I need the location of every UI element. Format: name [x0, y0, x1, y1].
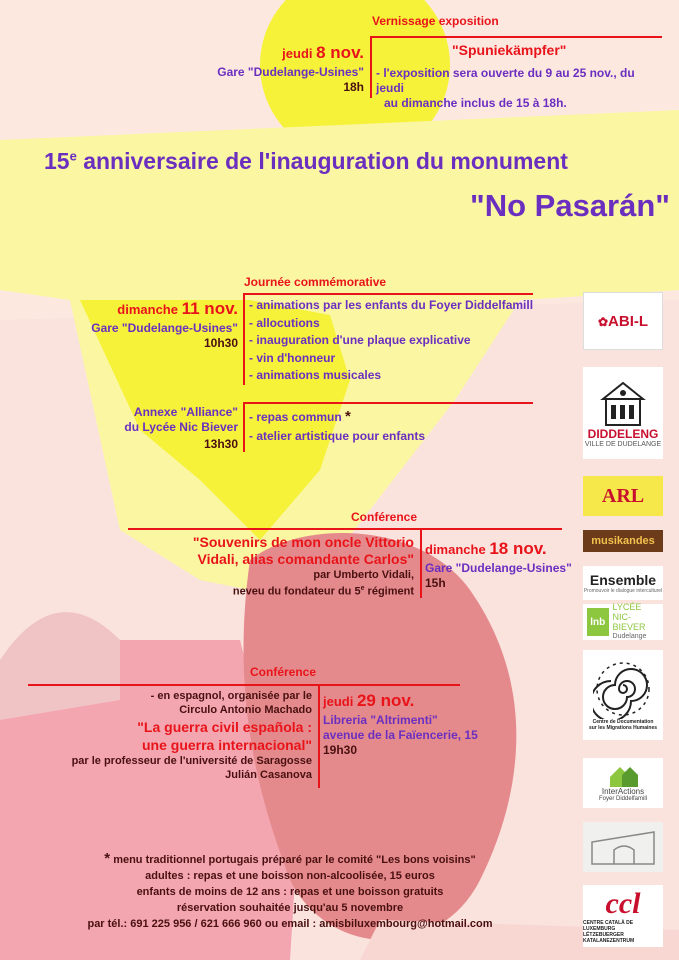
- annexe-items: - repas commun * - atelier artistique pour enfants: [249, 408, 426, 443]
- journee-heading: Journée commémorative: [244, 275, 387, 289]
- monument-icon: [588, 826, 658, 868]
- vernissage-title: "Spuniekämpfer": [452, 42, 567, 58]
- musikandes-logo: musikandes: [583, 530, 663, 552]
- vernissage-date: 8 nov.: [316, 43, 364, 62]
- monument-logo: [583, 822, 663, 872]
- lnb-icon: lnb: [587, 608, 609, 636]
- ensemble-logo: Ensemble Promouvoir le dialogue interculturel: [583, 566, 663, 600]
- headline-line2: "No Pasarán": [470, 188, 670, 223]
- vernissage-day: jeudi: [282, 46, 313, 61]
- ccl-logo: ccl CENTRE CATALÀ DE LUXEMBURG LËTZEBUERGER KATALANEZENTRUM: [583, 885, 663, 947]
- vernissage-when: [200, 42, 364, 95]
- conf1-talk: "Souvenirs de mon oncle Vittorio Vidali, alias comandante Carlos" par Umberto Vidali, neveu du fondateur du 5e régiment: [192, 534, 414, 598]
- conf2-when: jeudi 29 nov. Libreria "Altrimenti" avenue de la Faïencerie, 15 19h30: [323, 691, 478, 757]
- building-icon: [598, 379, 648, 427]
- conf2-heading: Conférence: [250, 665, 317, 679]
- lycee-logo: lnb LYCÉE NIC-BIEVER Dudelange: [583, 604, 663, 640]
- vernissage-desc: - l'exposition sera ouverte du 9 au 25 nov., du jeudi au dimanche inclus de 15 à 18h.: [376, 66, 635, 110]
- conf2-talk: - en espagnol, organisée par le Circulo Antonio Machado "La guerra civil española : une guerra internacional" par le professeur de l'université de Saragosse Julián Casanova: [71, 690, 312, 781]
- headline-line1: 15e anniversaire de l'inauguration du monument: [44, 148, 568, 174]
- journee-when: dimanche 11 nov. Gare "Dudelange-Usines" 10h30: [91, 299, 238, 350]
- abil-logo: ✿ABI-L: [583, 292, 663, 350]
- spiral-icon: [593, 659, 653, 719]
- vernissage-place: Gare "Dudelange-Usines": [217, 65, 364, 79]
- house-icon: [608, 765, 638, 787]
- vernissage-heading: Vernissage exposition: [372, 14, 499, 28]
- conf1-heading: Conférence: [351, 510, 418, 524]
- diddeleng-logo: DIDDELENG VILLE DE DUDELANGE: [583, 367, 663, 459]
- journee-items: - animations par les enfants du Foyer Diddelfamill - allocutions - inauguration d'une plaque explicative - vin d'honneur - animations musicales: [249, 298, 534, 382]
- footer-notes: * menu traditionnel portugais préparé par le comité "Les bons voisins" adultes : repas et une boisson non-alcoolisée, 15 euros enfants de moins de 12 ans : repas et une boisson gratuits réservation souhaitée jusqu'au 5 novembre par tél.: 691 225 956 / 621 666 960 ou email : amisbiluxembourg@hotmail.com: [87, 850, 493, 930]
- vernissage-time: 18h: [343, 80, 364, 94]
- annexe-when: Annexe "Alliance" du Lycée Nic Biever 13h30: [124, 405, 238, 451]
- cdmh-logo: Centre de Documentation sur les Migrations Humaines: [583, 650, 663, 740]
- interactions-logo: InterActions Foyer Diddelfamill: [583, 758, 663, 808]
- arl-logo: ARL: [583, 476, 663, 516]
- conf1-when: dimanche 18 nov. Gare "Dudelange-Usines" 15h: [425, 539, 572, 590]
